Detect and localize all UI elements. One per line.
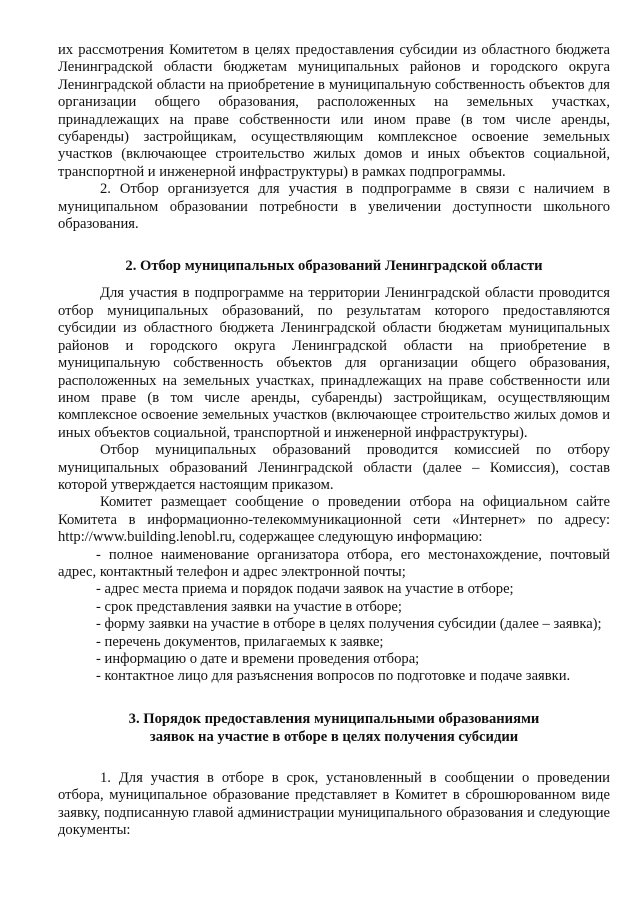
intro-paragraph: их рассмотрения Комитетом в целях предоставления субсидии из областного бюджета Ленинградской области бюджетам муниципальных районов и городского округа Ленинградской области на приобретение в муниципальную собственность объектов для организации общего образования, расположенных на земельных участках, принадлежащих на праве собственности или ином праве (в том числе аренды, субаренды) застройщикам, осуществляющим комплексное освоение земельных участков (включающее строительство жилых домов и иных объектов социальной, транспортной и инженерной инфраструктуры) в рамках подпрограммы. (58, 42, 610, 180)
section-2-paragraph: Для участия в подпрограмме на территории Ленинградской области проводится отбор муниципальных образований, по результатам которого предоставляются субсидии из областного бюджета Ленинградской области бюджетам муниципальных районов и городского округа Ленинградской области на приобретение в муниципальную собственность объектов для организации общего образования, расположенных на земельных участках, принадлежащих на праве собственности или ином праве (в том числе аренды, субаренды) застройщикам, осуществляющим комплексное освоение земельных участков (включающее строительство жилых домов и иных объектов социальной, транспортной и инженерной инфраструктуры). (58, 285, 610, 441)
list-item: - информацию о дате и времени проведения отбора; (96, 651, 420, 667)
list-item: - перечень документов, прилагаемых к заявке; (96, 633, 384, 650)
section-3-heading-line-1: 3. Порядок предоставления муниципальными образованиями (128, 710, 540, 727)
list-item: - адрес места приема и порядок подачи заявок на участие в отборе; (96, 581, 514, 598)
section-2-paragraph: Комитет размещает сообщение о проведении отбора на официальном сайте Комитета в информационно-телекоммуникационной сети «Интернет» по адресу: http://www.building.lenobl.ru, содержащее следующую информацию: (58, 494, 610, 546)
section-3-paragraph: 1. Для участия в отборе в срок, установленный в сообщении о проведении отбора, муниципальное образование представляет в Комитет в сброшюрованном виде заявку, подписанную главой администрации муниципального образования и следующие документы: (58, 769, 610, 839)
list-item: - срок представления заявки на участие в отборе; (96, 598, 402, 615)
section-3-heading-line-2: заявок на участие в отборе в целях получения субсидии (149, 728, 519, 745)
list-item: - контактное лицо для разъяснения вопросов по подготовке и подаче заявки. (96, 668, 571, 685)
paragraph-2: 2. Отбор организуется для участия в подпрограмме в связи с наличием в муниципальном образовании потребности в увеличении доступности школьного образования. (58, 181, 610, 233)
section-2-paragraph: Отбор муниципальных образований проводится комиссией по отбору муниципальных образований Ленинградской области (далее – Комиссия), состав которой утверждается настоящим приказом. (58, 442, 610, 493)
section-2-heading: 2. Отбор муниципальных образований Ленинградской области (125, 258, 543, 275)
section-3-heading (58, 710, 610, 746)
section-2-body (58, 285, 610, 685)
info-list (58, 547, 610, 686)
list-item: - полное наименование организатора отбора, его местонахождение, почтовый адрес, контактный телефон и адрес электронной почты; (58, 546, 610, 580)
list-item: - форму заявки на участие в отборе в целях получения субсидии (далее – заявка); (96, 616, 602, 633)
